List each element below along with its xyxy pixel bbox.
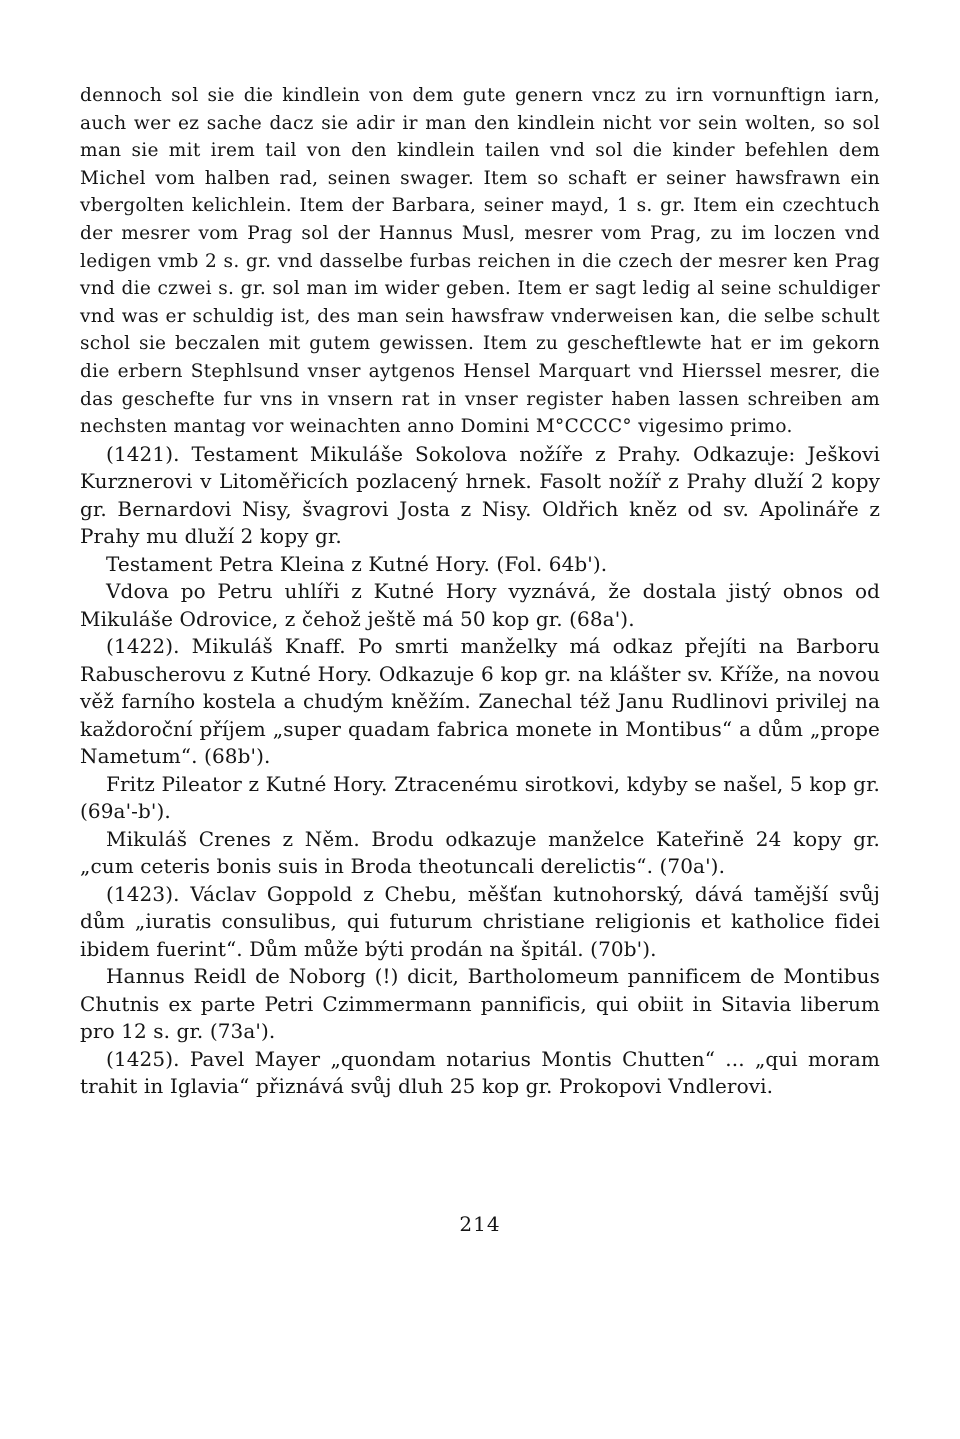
paragraph-klein-testament: Testament Petra Kleina z Kutné Hory. (Fol. 64b'). [106,551,608,576]
paragraph-reidl: Hannus Reidl de Noborg (!) dicit, Bartholomeum pannificem de Montibus Chutnis ex parte Petri Czimmermann pannificis, qui obiit in Sitavia liberum pro 12 s. gr. (73a'). [80,964,880,1044]
paragraph-widow-uhlir: Vdova po Petru uhlíři z Kutné Hory vyznává, že dostala jistý obnos od Mikuláše Odrovice, z čehož ještě má 50 kop gr. (68a'). [80,579,880,631]
paragraph-sokol-testament: (1421). Testament Mikuláše Sokolova nožíře z Prahy. Odkazuje: Ješkovi Kurznerovi v Litoměřicích pozlacený hrnek. Fasolt nožíř z Prahy dluží 2 kopy gr. Bernardovi Nisy, švagrovi Josta z Nisy. Oldřich kněz od sv. Apolináře z Prahy mu dluží 2 kopy gr. [80,441,880,549]
paragraph-mayer: (1425). Pavel Mayer „quondam notarius Montis Chutten“ ... „qui moram trahit in Iglavia“ přiznává svůj dluh 25 kop gr. Prokopovi Vndlerovi. [80,1046,880,1099]
page-body [80,82,880,1101]
page-number: 214 [459,1212,501,1236]
paragraph-german-continuation: dennoch sol sie die kindlein von dem gute genern vncz zu irn vornunftign iarn, auch wer ez sache dacz sie adir ir man den kindlein nicht vor sein wolten, so sol man sie mit irem tail von den kindlein tailen vnd sol die kinder befehlen dem Michel vom halben rad, seinen swager. Item so schaft er seiner hawsfrawn ein vbergolten kelichlein. Item der Barbara, seiner mayd, 1 s. gr. Item ein czechtuch der mesrer vom Prag sol der Hannus Musl, mesrer vom Prag, zu im loczen vnd ledigen vmb 2 s. gr. vnd dasselbe furbas reichen in die czech der mesrer ken Prag vnd die czwei s. gr. sol man im wider geben. Item er sagt ledig al seine schuldiger vnd was er schuldig ist, des man sein hawsfraw vnderweisen kan, die selbe schult schol sie beczalen mit gutem gewissen. Item zu gescheftlewte hat er im gekorn die erbern Stephlsund vnser aytgenos Hensel Marquart vnd Hierssel mesrer, die das geschefte fur vns in vnsern rat in vnser register haben lassen schreiben am nechsten mantag vor weinachten anno Domini M°CCCC° vigesimo primo. [80,85,880,438]
paragraph-knaff: (1422). Mikuláš Knaff. Po smrti manželky má odkaz přejíti na Barboru Rabuscherovu z Kutné Hory. Odkazuje 6 kop gr. na klášter sv. Kříže, na novou věž farního kostela a chudým kněžím. Zanechal též Janu Rudlinovi privilej na každoroční příjem „super quadam fabrica monete in Montibus“ a dům „prope Nametum“. (68b'). [80,634,880,769]
paragraph-pileator: Fritz Pileator z Kutné Hory. Ztracenému sirotkovi, kdyby se našel, 5 kop gr. (69a'-b'). [80,771,880,824]
paragraph-goppold: (1423). Václav Goppold z Chebu, měšťan kutnohorský, dává tamější svůj dům „iuratis consulibus, qui futurum christiane religionis et katholice fidei ibidem fuerint“. Dům může býti prodán na špitál. (70b'). [80,881,880,961]
paragraph-crenes: Mikuláš Crenes z Něm. Brodu odkazuje manželce Kateřině 24 kopy gr. „cum ceteris bonis suis in Broda theotuncali derelictis“. (70a'). [80,826,880,879]
